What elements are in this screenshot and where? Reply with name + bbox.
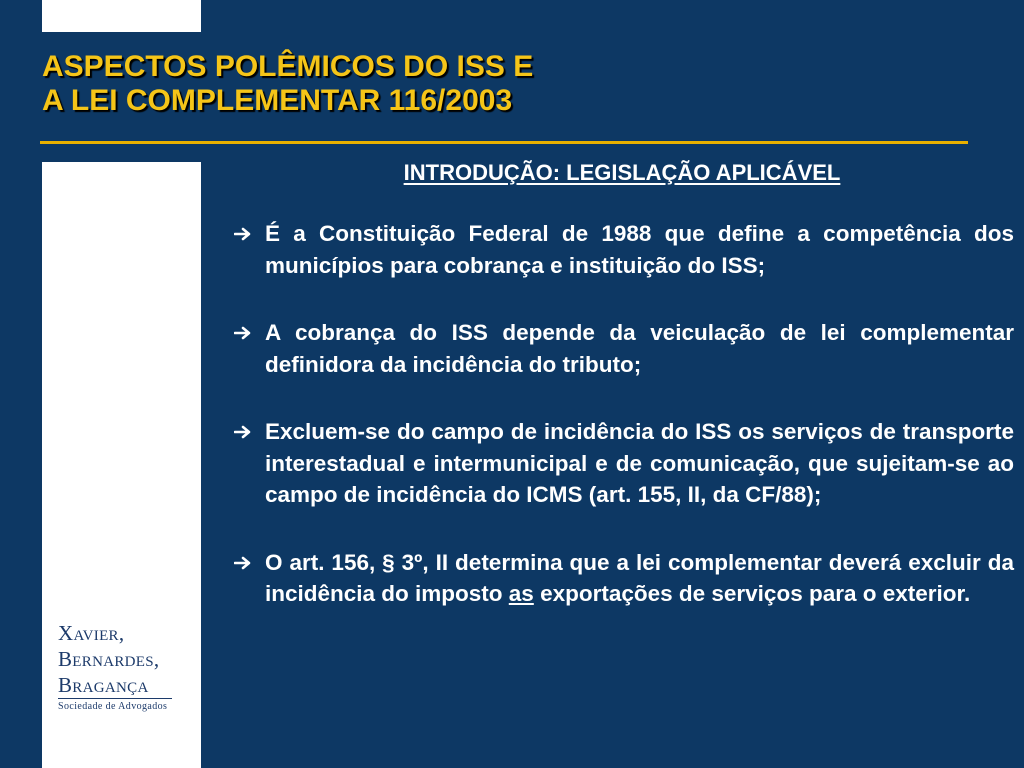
bullet-item bbox=[232, 416, 1014, 511]
bullet-text-part: O art. 156, § 3º, II determina que a lei complementar deverá excluir da incidência do imposto bbox=[265, 549, 1014, 606]
logo-line-1: Xavier, bbox=[58, 621, 125, 645]
slide-title-line-1: ASPECTOS POLÊMICOS DO ISS E bbox=[42, 50, 534, 83]
bullet-item bbox=[232, 218, 1014, 281]
arrow-right-icon bbox=[234, 556, 254, 570]
slide-title-line-2: A LEI COMPLEMENTAR 116/2003 bbox=[42, 84, 513, 117]
logo-line-3: Bragança bbox=[58, 672, 172, 699]
bullet-item bbox=[232, 547, 1014, 610]
arrow-right-icon bbox=[234, 425, 254, 439]
bullet-text: A cobrança do ISS depende da veiculação de lei complementar definidora da incidência do tributo; bbox=[265, 320, 1014, 377]
top-white-block bbox=[42, 0, 201, 32]
logo-line-2: Bernardes, bbox=[58, 647, 160, 671]
arrow-right-icon bbox=[234, 326, 254, 340]
bullet-text bbox=[265, 550, 1014, 607]
bullet-text-underlined: as bbox=[508, 581, 534, 606]
section-subtitle bbox=[228, 158, 1016, 188]
bullet-text-part: exportações de serviços para o exterior. bbox=[533, 581, 971, 606]
title-divider bbox=[40, 141, 968, 144]
bullet-text: Excluem-se do campo de incidência do ISS os serviços de transporte interestadual e intermunicipal e de comunicação, que sujeitam-se ao campo de incidência do ICMS (art. 155, II, da CF/88); bbox=[265, 419, 1014, 507]
slide-title bbox=[42, 50, 533, 118]
firm-logo bbox=[58, 620, 188, 714]
arrow-right-icon bbox=[234, 227, 254, 241]
section-subtitle-text: INTRODUÇÃO: LEGISLAÇÃO APLICÁVEL bbox=[403, 160, 841, 185]
bullet-text: É a Constituição Federal de 1988 que define a competência dos municípios para cobrança e instituição do ISS; bbox=[265, 221, 1014, 278]
logo-tagline: Sociedade de Advogados bbox=[58, 701, 168, 712]
bullet-item bbox=[232, 317, 1014, 380]
bullet-list bbox=[232, 218, 1014, 646]
